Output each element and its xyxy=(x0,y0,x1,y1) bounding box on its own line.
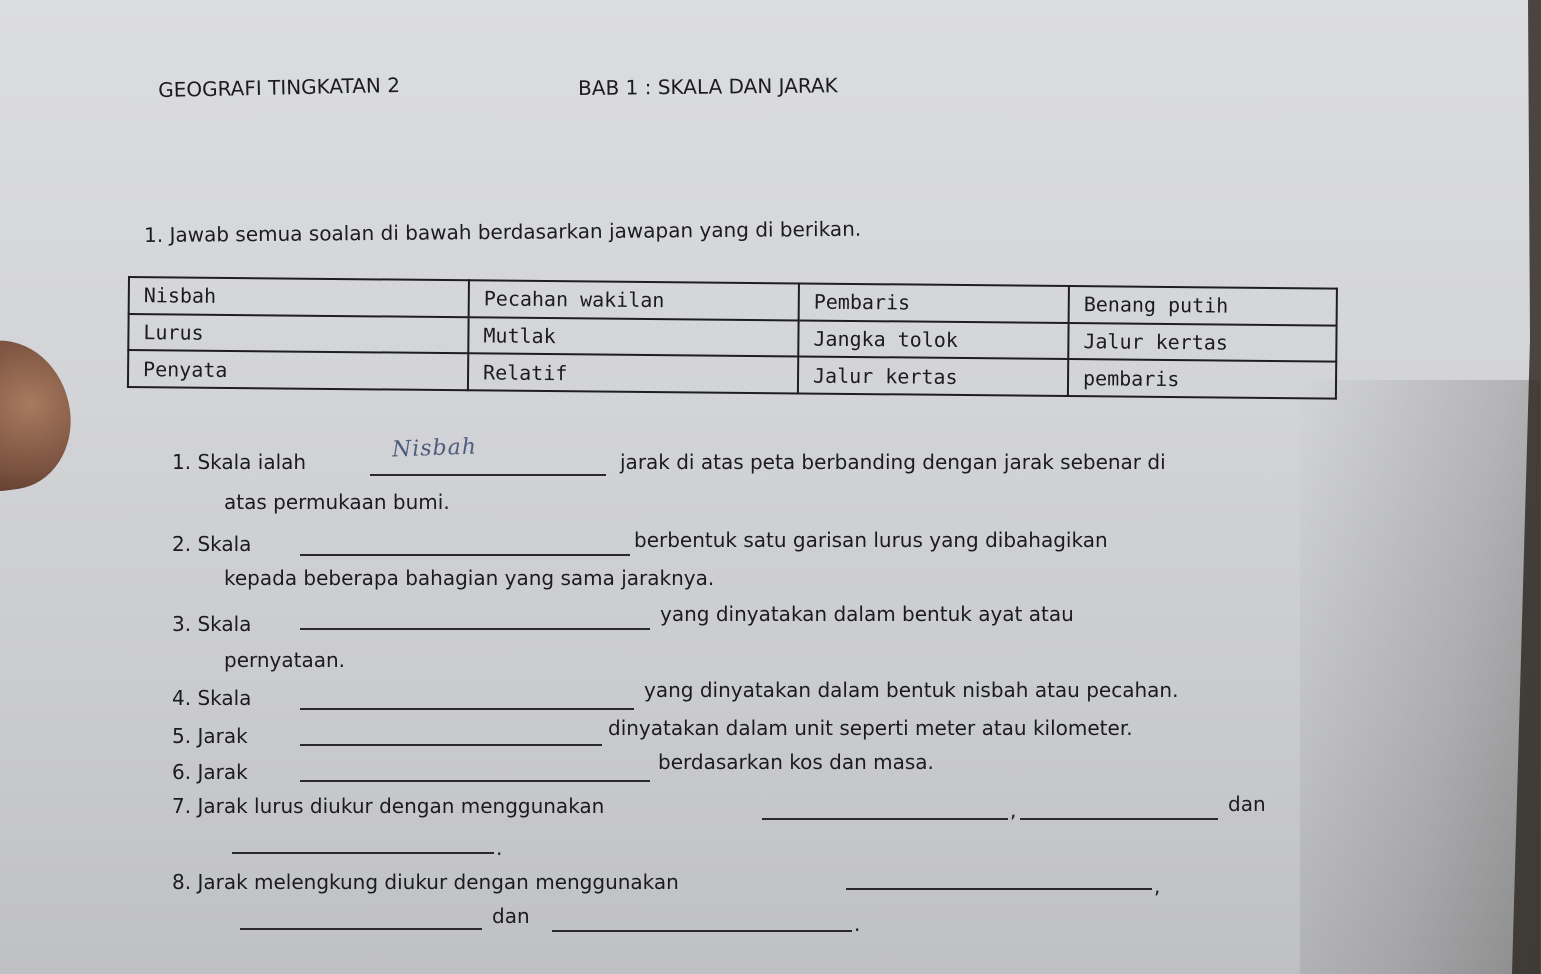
table-cell: Jalur kertas xyxy=(1068,323,1336,362)
table-cell: Jangka tolok xyxy=(798,320,1068,359)
question-2-blank[interactable] xyxy=(300,554,630,556)
question-3-suffix: yang dinyatakan dalam bentuk ayat atau xyxy=(660,602,1074,626)
question-7-end: . xyxy=(496,836,503,860)
table-cell: Nisbah xyxy=(129,277,469,317)
question-4-suffix: yang dinyatakan dalam bentuk nisbah atau pecahan. xyxy=(644,678,1179,702)
table-cell: Mutlak xyxy=(468,317,798,357)
question-8-end: . xyxy=(854,912,861,936)
question-7-comma: , xyxy=(1010,798,1017,822)
question-2-suffix: berbentuk satu garisan lurus yang dibahagikan xyxy=(634,528,1108,552)
question-7-blank-1[interactable] xyxy=(762,818,1008,820)
question-8-and: dan xyxy=(492,904,530,928)
table-cell: Benang putih xyxy=(1069,286,1337,325)
question-8-blank-3[interactable] xyxy=(552,930,852,932)
question-7-prefix: 7. Jarak lurus diukur dengan menggunakan xyxy=(172,794,605,818)
question-7-and: dan xyxy=(1228,792,1266,816)
table-cell: Pecahan wakilan xyxy=(469,280,799,320)
table-cell: Jalur kertas xyxy=(798,357,1068,396)
question-3-blank[interactable] xyxy=(300,628,650,630)
question-1-prefix: 1. Skala ialah xyxy=(172,450,307,474)
question-5-prefix: 5. Jarak xyxy=(172,724,248,748)
chapter-heading: BAB 1 : SKALA DAN JARAK xyxy=(577,73,838,100)
question-2-continuation: kepada beberapa bahagian yang sama jaraknya. xyxy=(224,566,715,590)
question-3-prefix: 3. Skala xyxy=(172,612,252,636)
question-7-blank-2[interactable] xyxy=(1020,818,1218,820)
question-8-blank-1[interactable] xyxy=(846,888,1152,890)
subject-heading: GEOGRAFI TINGKATAN 2 xyxy=(157,72,401,102)
question-1-suffix: jarak di atas peta berbanding dengan jarak sebenar di xyxy=(620,450,1166,474)
table-cell: Pembaris xyxy=(799,283,1069,322)
question-6-blank[interactable] xyxy=(300,780,650,782)
instruction-text: 1. Jawab semua soalan di bawah berdasarkan jawapan yang di berikan. xyxy=(143,216,862,247)
question-8-blank-2[interactable] xyxy=(240,928,482,930)
question-3-continuation: pernyataan. xyxy=(224,648,346,672)
question-1-blank[interactable] xyxy=(370,474,606,476)
table-cell: pembaris xyxy=(1068,359,1336,398)
question-2-prefix: 2. Skala xyxy=(172,532,252,556)
question-7-blank-3[interactable] xyxy=(232,852,494,854)
question-4-prefix: 4. Skala xyxy=(172,686,252,710)
table-cell: Relatif xyxy=(468,354,798,394)
question-1-answer: Nisbah xyxy=(391,434,478,463)
answer-bank-table xyxy=(127,276,1338,400)
question-8-comma: , xyxy=(1154,874,1161,898)
question-4-blank[interactable] xyxy=(300,708,634,710)
question-8-prefix: 8. Jarak melengkung diukur dengan menggunakan xyxy=(172,870,679,894)
question-5-suffix: dinyatakan dalam unit seperti meter atau kilometer. xyxy=(608,716,1133,740)
table-cell: Lurus xyxy=(128,314,468,354)
question-6-prefix: 6. Jarak xyxy=(172,760,248,784)
question-6-suffix: berdasarkan kos dan masa. xyxy=(658,750,934,774)
question-5-blank[interactable] xyxy=(300,744,602,746)
question-1-continuation: atas permukaan bumi. xyxy=(224,490,450,514)
table-cell: Penyata xyxy=(128,350,468,390)
